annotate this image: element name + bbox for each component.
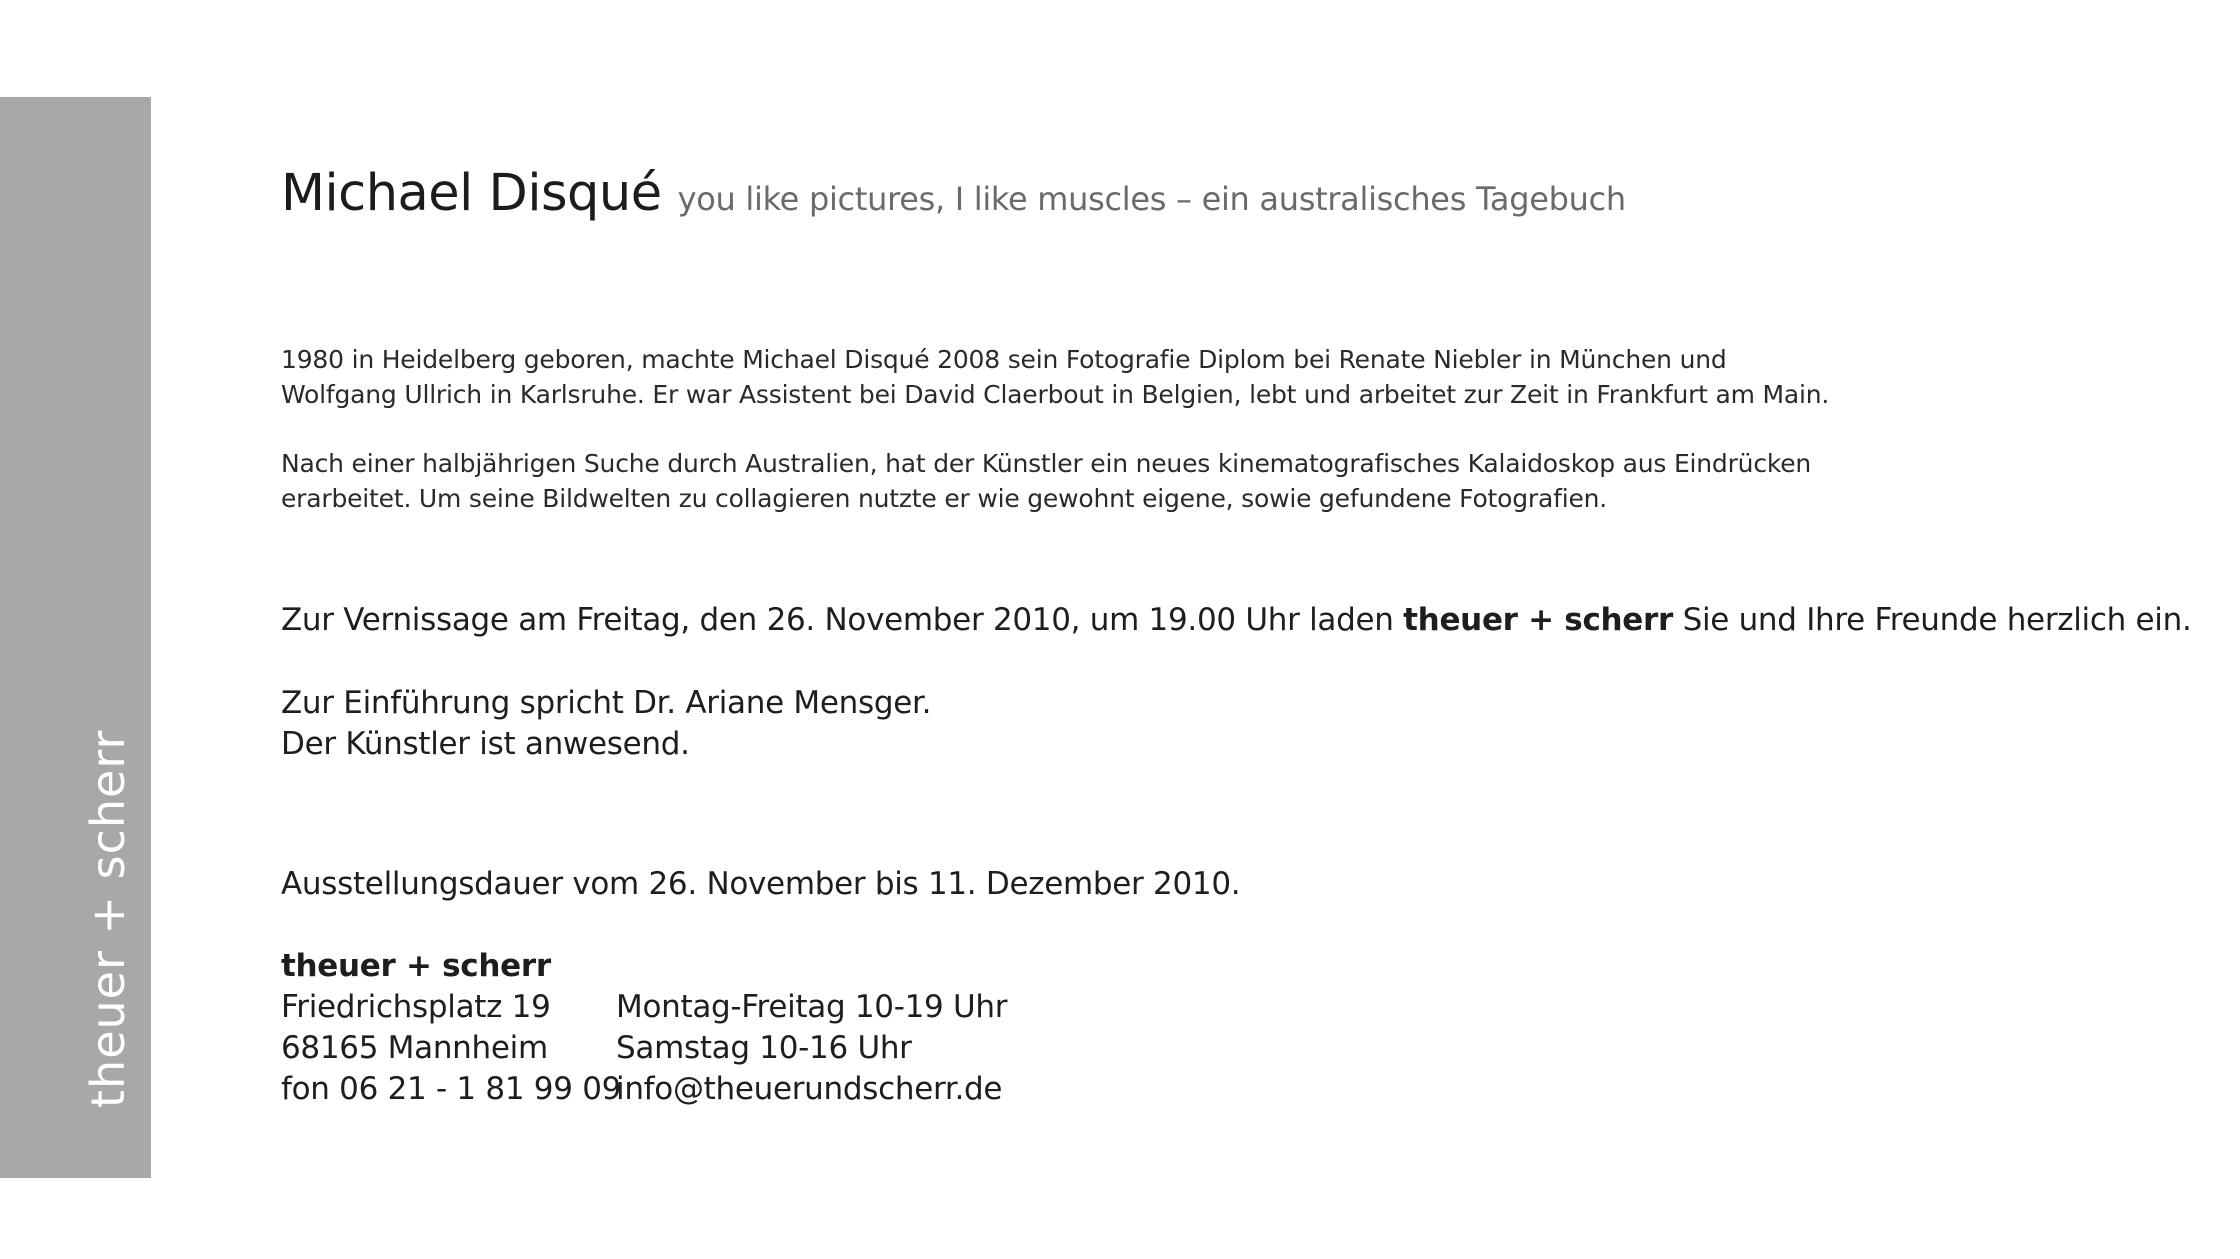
opening-hours-saturday: Samstag 10-16 Uhr: [616, 1030, 912, 1066]
bio-line: Nach einer halbjährigen Suche durch Australien, hat der Künstler ein neues kinematografisches Kalaidoskop aus Eindrücken: [281, 449, 1812, 478]
email-address: info@theuerundscherr.de: [616, 1071, 1003, 1107]
street-address: Friedrichsplatz 19: [281, 989, 551, 1025]
invitation-before: Zur Vernissage am Freitag, den 26. November 2010, um 19.00 Uhr laden: [281, 602, 1404, 638]
bio-line: erarbeitet. Um seine Bildwelten zu collagieren nutzte er wie gewohnt eigene, sowie gefundene Fotografien.: [281, 484, 1608, 513]
opening-hours-weekday: Montag-Freitag 10-19 Uhr: [616, 989, 1008, 1025]
phone-number: fon 06 21 - 1 81 99 09: [281, 1071, 622, 1107]
title-line: [281, 164, 1626, 223]
bio-paragraph-2: [281, 446, 2181, 516]
invitation-gallery-name: theuer + scherr: [1403, 602, 1674, 638]
bio-line: 1980 in Heidelberg geboren, machte Michael Disqué 2008 sein Fotografie Diplom bei Renate Niebler in München und: [281, 345, 1727, 374]
exhibition-duration: Ausstellungsdauer vom 26. November bis 11. Dezember 2010.: [281, 866, 1241, 902]
intro-artist-present: Der Künstler ist anwesend.: [281, 726, 690, 762]
exhibition-title: you like pictures, I like muscles – ein australisches Tagebuch: [677, 180, 1626, 218]
intro-speaker: Zur Einführung spricht Dr. Ariane Mensger.: [281, 685, 932, 721]
artist-name: Michael Disqué: [281, 164, 662, 223]
invitation-text: [281, 600, 2192, 641]
invitation-after: Sie und Ihre Freunde herzlich ein.: [1673, 602, 2192, 638]
city-address: 68165 Mannheim: [281, 1030, 548, 1066]
intro-text: [281, 683, 931, 765]
bio-line: Wolfgang Ullrich in Karlsruhe. Er war Assistent bei David Claerbout in Belgien, lebt und arbeitet zur Zeit in Frankfurt am Main.: [281, 380, 1830, 409]
bio-paragraph-1: [281, 342, 2181, 412]
sidebar-gallery-label: theuer + scherr: [81, 729, 135, 1108]
gallery-name: theuer + scherr: [281, 948, 551, 984]
